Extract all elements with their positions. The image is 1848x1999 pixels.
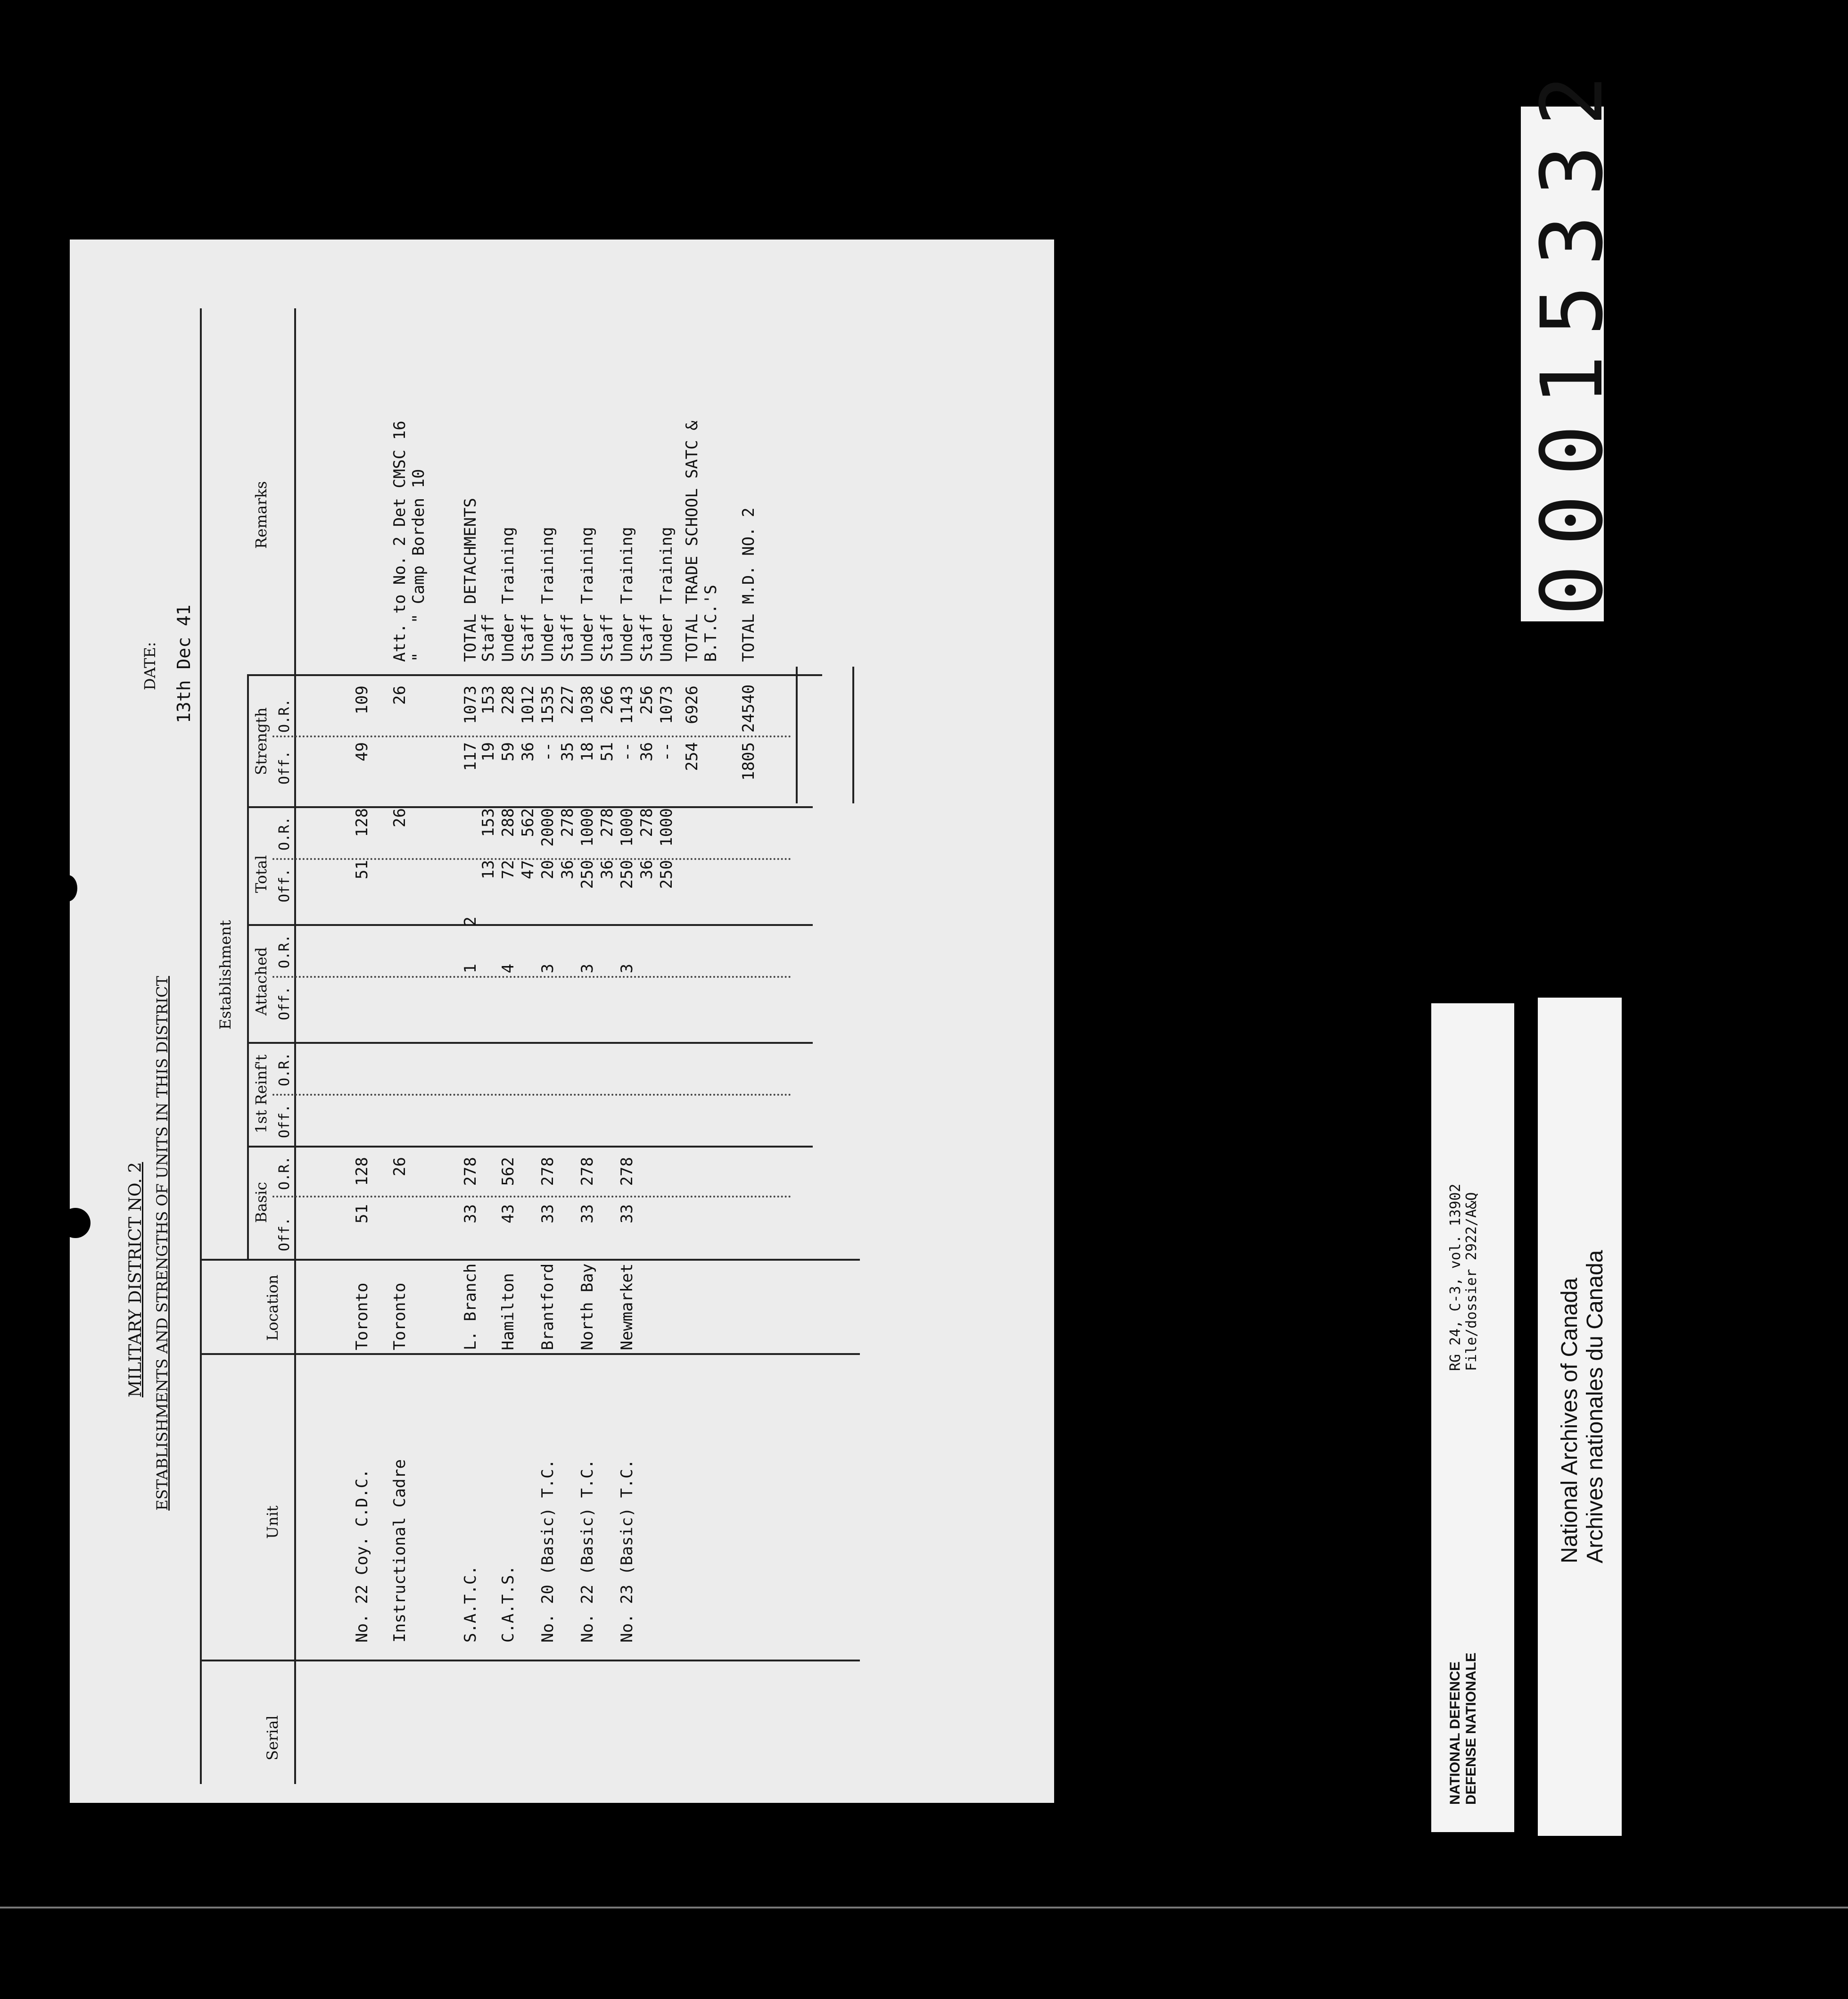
cell-basic-or: 278 [538, 1157, 557, 1186]
cell-remark: Staff [558, 613, 577, 662]
cell-att-off: 1 [461, 964, 480, 974]
col-rule-unit [200, 1353, 860, 1355]
cell-unit: S.A.T.C. [461, 1565, 480, 1643]
cell-unit: No. 22 (Basic) T.C. [578, 1459, 597, 1643]
cell-total-off: 250 [578, 860, 597, 889]
header-strength-or: O.R. [276, 698, 293, 733]
cell-str-off: -- [618, 742, 636, 761]
cell-total-or: 288 [499, 808, 518, 837]
header-bottom-rule [294, 308, 296, 1784]
cell-str-off: -- [657, 742, 676, 761]
cell-str-or: 1038 [578, 686, 597, 724]
establishment-rule [247, 676, 249, 1261]
header-top-rule [200, 308, 202, 1784]
scan-edge-rule [0, 1907, 1848, 1908]
cell-basic-off: 43 [499, 1204, 518, 1223]
header-establishment: Establishment [216, 920, 234, 1030]
cell-str-off: 49 [353, 742, 371, 761]
cell-str-or: 109 [353, 686, 371, 715]
cell-basic-off: 33 [578, 1204, 597, 1223]
cell-total-or: 1000 [578, 808, 597, 847]
cell-total-or: 26 [390, 808, 409, 827]
header-unit: Unit [264, 1505, 281, 1539]
cell-str-off: 36 [637, 742, 656, 761]
cell-unit: C.A.T.S. [499, 1565, 518, 1643]
header-basic-off: Off. [276, 1217, 293, 1251]
sub-rule-basic [272, 1196, 791, 1198]
header-remarks: Remarks [252, 481, 270, 549]
cell-total-off: 250 [657, 860, 676, 889]
cell-str-off: 19 [479, 742, 498, 761]
cell-att-off: 3 [618, 964, 636, 974]
cell-location: Brantford [538, 1263, 557, 1350]
cell-basic-off: 33 [461, 1204, 480, 1223]
cell-remark: Under Training [578, 527, 597, 662]
cell-total-off: 72 [499, 860, 518, 879]
accession-number: 00015332 [1523, 56, 1622, 616]
total-off: 254 [683, 742, 701, 771]
header-first-reinf: 1st Reinf't [252, 1054, 270, 1133]
header-reinf-or: O.R. [276, 1052, 293, 1086]
cell-location: Toronto [390, 1282, 409, 1350]
cell-str-or: 228 [499, 686, 518, 715]
cell-str-off: 35 [558, 742, 577, 761]
document-content [70, 240, 1054, 1803]
national-defence-card [1431, 1003, 1514, 1832]
header-serial: Serial [264, 1715, 281, 1760]
cell-remark: " " Camp Borden 10 [409, 469, 428, 662]
cell-basic-or: 278 [578, 1157, 597, 1186]
cell-att-off: 3 [578, 964, 597, 974]
col-rule-strength [247, 674, 822, 676]
cell-remark: Staff [598, 613, 617, 662]
cell-total-or: 1000 [657, 808, 676, 847]
cell-str-or: 1012 [519, 686, 537, 724]
cell-total-off: 250 [618, 860, 636, 889]
cell-total-off: 36 [637, 860, 656, 879]
cell-total-off: 47 [519, 860, 537, 879]
header-total-or: O.R. [276, 816, 293, 851]
cell-str-or: 26 [390, 686, 409, 705]
grand-total-rule [852, 667, 854, 803]
cell-location: Newmarket [618, 1263, 636, 1350]
cell-str-off: 51 [598, 742, 617, 761]
archives-line-1: National Archives of Canada [1557, 1278, 1582, 1563]
national-defence-line-2: DEFENSE NATIONALE [1463, 1652, 1479, 1805]
cell-str-or: 1143 [618, 686, 636, 724]
cell-str-or: 1073 [461, 686, 480, 724]
header-attached-off: Off. [276, 986, 293, 1020]
cell-total-off: 51 [353, 860, 371, 879]
cell-basic-or: 26 [390, 1157, 409, 1176]
cell-total-or: 1000 [618, 808, 636, 847]
cell-location: Hamilton [499, 1273, 518, 1350]
header-attached: Attached [252, 947, 270, 1016]
header-strength-off: Off. [276, 750, 293, 785]
punch-hole-bottom [60, 1208, 91, 1238]
total-remark: TOTAL M.D. NO. 2 [739, 507, 758, 662]
cell-str-off: 59 [499, 742, 518, 761]
sub-rule-attached [272, 976, 791, 978]
cell-str-off: 36 [519, 742, 537, 761]
cell-total-off: 13 [479, 860, 498, 879]
cell-total-off: 36 [598, 860, 617, 879]
date-value: 13th Dec 41 [173, 604, 194, 723]
total-remark: B.T.C.'S [701, 585, 720, 662]
header-strength: Strength [252, 707, 270, 775]
sub-rule-strength [272, 735, 791, 737]
col-rule-reinf [247, 1042, 813, 1044]
total-remark: TOTAL TRADE SCHOOL SATC & [683, 421, 701, 662]
reference-line-1: RG 24, C-3, vol. 13902 [1447, 1183, 1464, 1371]
document-title: MILITARY DISTRICT NO. 2 [126, 1162, 145, 1397]
national-defence-line-1: NATIONAL DEFENCE [1447, 1661, 1463, 1805]
cell-att-off: 4 [499, 964, 518, 974]
cell-location: Toronto [353, 1282, 371, 1350]
cell-location: L. Branch [461, 1263, 480, 1350]
cell-basic-or: 278 [461, 1157, 480, 1186]
cell-att-or: 2 [461, 917, 480, 926]
cell-total-or: 128 [353, 808, 371, 837]
sub-rule-reinf [272, 1094, 791, 1096]
cell-unit: No. 20 (Basic) T.C. [538, 1459, 557, 1643]
national-archives-card [1538, 998, 1622, 1836]
header-attached-or: O.R. [276, 934, 293, 968]
cell-basic-or: 128 [353, 1157, 371, 1186]
cell-total-or: 153 [479, 808, 498, 837]
total-or: 6926 [683, 686, 701, 724]
cell-remark: Att. to No. 2 Det CMSC 16 [390, 421, 409, 662]
header-basic: Basic [252, 1181, 270, 1223]
cell-total-or: 2000 [538, 808, 557, 847]
col-rule-attached [247, 924, 813, 926]
cell-remark: Staff [479, 613, 498, 662]
reference-line-2: File/dossier 2922/A&Q [1463, 1192, 1480, 1371]
cell-basic-off: 51 [353, 1204, 371, 1223]
cell-remark: Under Training [618, 527, 636, 662]
totals-rule [796, 667, 798, 803]
cell-str-off: 18 [578, 742, 597, 761]
total-or: 24540 [739, 684, 758, 733]
cell-unit: No. 22 Coy. C.D.C. [353, 1469, 371, 1643]
cell-remark: Under Training [499, 527, 518, 662]
cell-basic-or: 562 [499, 1157, 518, 1186]
cell-remark: Under Training [657, 527, 676, 662]
cell-str-or: 1073 [657, 686, 676, 724]
cell-remark: Staff [637, 613, 656, 662]
cell-str-or: 153 [479, 686, 498, 715]
cell-location: North Bay [578, 1263, 597, 1350]
cell-str-or: 227 [558, 686, 577, 715]
cell-basic-or: 278 [618, 1157, 636, 1186]
cell-str-or: 266 [598, 686, 617, 715]
cell-str-or: 256 [637, 686, 656, 715]
archives-line-2: Archives nationales du Canada [1583, 1250, 1608, 1563]
document-subtitle: ESTABLISHMENTS AND STRENGTHS OF UNITS IN THIS DISTRICT [153, 976, 171, 1511]
cell-total-or: 562 [519, 808, 537, 837]
cell-unit: Instructional Cadre [390, 1459, 409, 1643]
cell-remark: Under Training [538, 527, 557, 662]
header-basic-or: O.R. [276, 1156, 293, 1190]
cell-att-off: 3 [538, 964, 557, 974]
punch-hole-top [58, 875, 77, 901]
document-page [70, 240, 1054, 1803]
cell-str-off: -- [538, 742, 557, 761]
cell-total-or: 278 [598, 808, 617, 837]
col-rule-location [200, 1259, 860, 1261]
cell-total-or: 278 [558, 808, 577, 837]
cell-str-off: 117 [461, 742, 480, 771]
col-rule-serial [200, 1660, 860, 1661]
cell-basic-off: 33 [538, 1204, 557, 1223]
accession-label [1521, 56, 1622, 621]
header-total: Total [252, 855, 270, 893]
header-location: Location [264, 1274, 281, 1341]
total-off: 1805 [739, 742, 758, 781]
cell-total-off: 20 [538, 860, 557, 879]
col-rule-basic [247, 1146, 813, 1148]
cell-str-or: 1535 [538, 686, 557, 724]
header-reinf-off: Off. [276, 1104, 293, 1138]
header-total-off: Off. [276, 868, 293, 902]
cell-total-off: 36 [558, 860, 577, 879]
cell-remark: Staff [519, 613, 537, 662]
cell-remark: TOTAL DETACHMENTS [461, 498, 480, 662]
cell-total-or: 278 [637, 808, 656, 837]
date-label: DATE: [141, 642, 159, 690]
cell-basic-off: 33 [618, 1204, 636, 1223]
cell-unit: No. 23 (Basic) T.C. [618, 1459, 636, 1643]
